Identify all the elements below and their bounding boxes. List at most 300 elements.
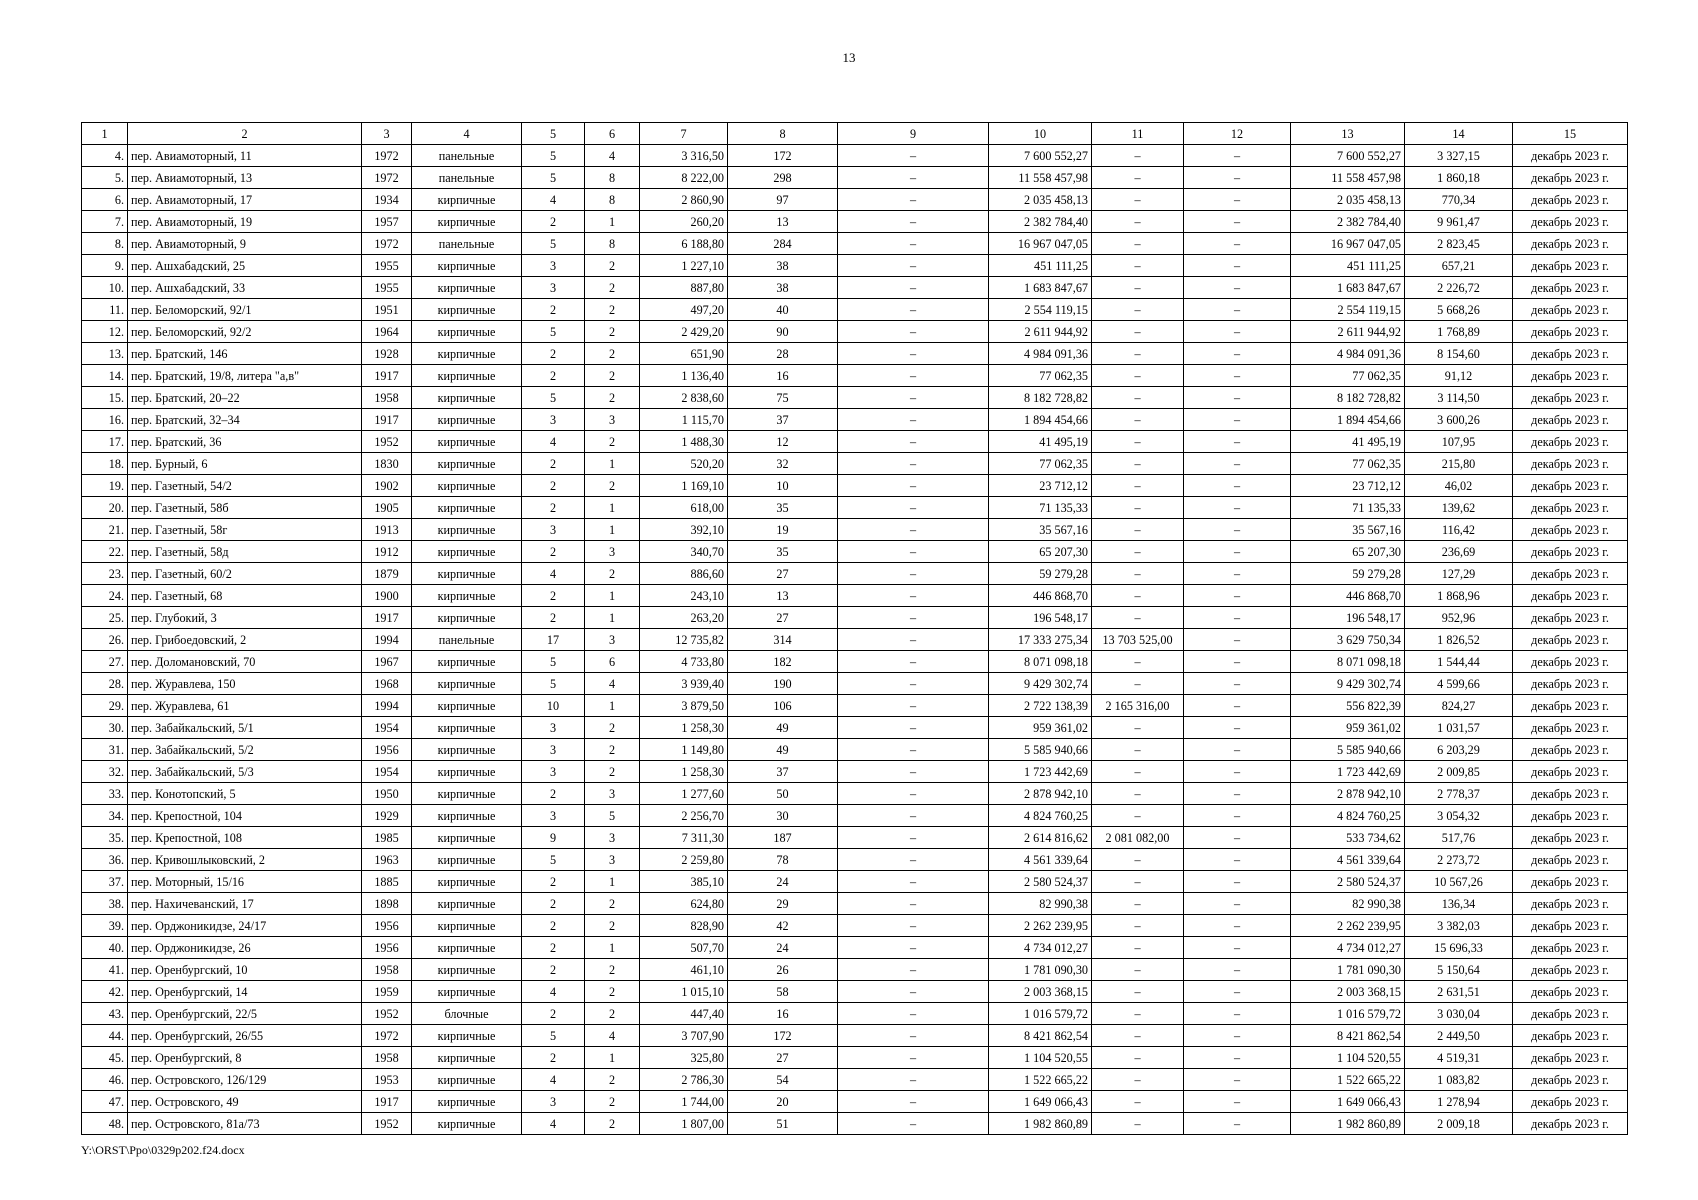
address-cell: пер. Орджоникидзе, 26 [128,937,362,959]
building-registry-table [81,122,1628,1135]
col-14-value-cell: 657,21 [1405,255,1513,277]
floors-cell: 2 [522,475,585,497]
table-row [82,211,1628,233]
floors-cell: 3 [522,739,585,761]
col-11-value-cell: – [1092,1047,1184,1069]
address-cell: пер. Конотопский, 5 [128,783,362,805]
col-9-value-cell: – [838,607,989,629]
table-row [82,189,1628,211]
residents-cell: 40 [728,299,838,321]
col-11-value-cell: – [1092,981,1184,1003]
address-cell: пер. Островского, 49 [128,1091,362,1113]
entrances-cell: 3 [585,849,640,871]
row-number-cell: 10. [82,277,128,299]
row-number-cell: 40. [82,937,128,959]
col-14-value-cell: 2 273,72 [1405,849,1513,871]
residents-cell: 49 [728,739,838,761]
col-13-value-cell: 23 712,12 [1291,475,1405,497]
residents-cell: 19 [728,519,838,541]
deadline-cell: декабрь 2023 г. [1513,1047,1628,1069]
wall-material-cell: кирпичные [412,695,522,717]
wall-material-cell: кирпичные [412,871,522,893]
entrances-cell: 2 [585,761,640,783]
row-number-cell: 32. [82,761,128,783]
row-number-cell: 29. [82,695,128,717]
col-12-value-cell: – [1184,717,1291,739]
table-row [82,299,1628,321]
col-13-value-cell: 1 781 090,30 [1291,959,1405,981]
col-11-value-cell: – [1092,211,1184,233]
year-built-cell: 1917 [362,607,412,629]
column-header-3: 3 [362,123,412,145]
year-built-cell: 1956 [362,739,412,761]
col-11-value-cell: – [1092,607,1184,629]
row-number-cell: 12. [82,321,128,343]
total-area-cell: 4 733,80 [640,651,728,673]
col-14-value-cell: 136,34 [1405,893,1513,915]
row-number-cell: 31. [82,739,128,761]
residents-cell: 12 [728,431,838,453]
col-14-value-cell: 1 868,96 [1405,585,1513,607]
col-10-value-cell: 5 585 940,66 [989,739,1092,761]
wall-material-cell: кирпичные [412,1025,522,1047]
col-13-value-cell: 2 003 368,15 [1291,981,1405,1003]
table-row [82,717,1628,739]
address-cell: пер. Крепостной, 104 [128,805,362,827]
col-14-value-cell: 770,34 [1405,189,1513,211]
col-13-value-cell: 446 868,70 [1291,585,1405,607]
col-9-value-cell: – [838,343,989,365]
deadline-cell: декабрь 2023 г. [1513,871,1628,893]
col-14-value-cell: 8 154,60 [1405,343,1513,365]
deadline-cell: декабрь 2023 г. [1513,739,1628,761]
table-row [82,497,1628,519]
entrances-cell: 2 [585,343,640,365]
wall-material-cell: кирпичные [412,585,522,607]
table-row [82,255,1628,277]
residents-cell: 78 [728,849,838,871]
table-row [82,651,1628,673]
address-cell: пер. Авиамоторный, 13 [128,167,362,189]
col-12-value-cell: – [1184,651,1291,673]
col-11-value-cell: – [1092,233,1184,255]
col-9-value-cell: – [838,563,989,585]
entrances-cell: 8 [585,233,640,255]
col-13-value-cell: 1 894 454,66 [1291,409,1405,431]
floors-cell: 5 [522,1025,585,1047]
deadline-cell: декабрь 2023 г. [1513,1003,1628,1025]
row-number-cell: 38. [82,893,128,915]
col-12-value-cell: – [1184,1091,1291,1113]
col-12-value-cell: – [1184,1047,1291,1069]
year-built-cell: 1956 [362,937,412,959]
col-10-value-cell: 23 712,12 [989,475,1092,497]
floors-cell: 10 [522,695,585,717]
table-row [82,739,1628,761]
col-9-value-cell: – [838,981,989,1003]
row-number-cell: 25. [82,607,128,629]
col-10-value-cell: 196 548,17 [989,607,1092,629]
col-14-value-cell: 139,62 [1405,497,1513,519]
address-cell: пер. Авиамоторный, 9 [128,233,362,255]
col-12-value-cell: – [1184,167,1291,189]
deadline-cell: декабрь 2023 г. [1513,519,1628,541]
deadline-cell: декабрь 2023 г. [1513,563,1628,585]
col-13-value-cell: 533 734,62 [1291,827,1405,849]
col-9-value-cell: – [838,871,989,893]
floors-cell: 2 [522,783,585,805]
address-cell: пер. Оренбургский, 26/55 [128,1025,362,1047]
deadline-cell: декабрь 2023 г. [1513,167,1628,189]
floors-cell: 17 [522,629,585,651]
col-11-value-cell: – [1092,673,1184,695]
floors-cell: 5 [522,673,585,695]
entrances-cell: 2 [585,475,640,497]
wall-material-cell: кирпичные [412,783,522,805]
deadline-cell: декабрь 2023 г. [1513,673,1628,695]
col-12-value-cell: – [1184,189,1291,211]
deadline-cell: декабрь 2023 г. [1513,1025,1628,1047]
wall-material-cell: кирпичные [412,893,522,915]
col-14-value-cell: 1 544,44 [1405,651,1513,673]
year-built-cell: 1929 [362,805,412,827]
column-header-4: 4 [412,123,522,145]
table-row [82,343,1628,365]
floors-cell: 4 [522,563,585,585]
address-cell: пер. Моторный, 15/16 [128,871,362,893]
col-14-value-cell: 5 150,64 [1405,959,1513,981]
floors-cell: 5 [522,321,585,343]
col-11-value-cell: – [1092,299,1184,321]
deadline-cell: декабрь 2023 г. [1513,695,1628,717]
header-row [82,123,1628,145]
col-14-value-cell: 2 631,51 [1405,981,1513,1003]
year-built-cell: 1972 [362,167,412,189]
row-number-cell: 27. [82,651,128,673]
floors-cell: 2 [522,1047,585,1069]
wall-material-cell: кирпичные [412,805,522,827]
table-row [82,893,1628,915]
address-cell: пер. Оренбургский, 22/5 [128,1003,362,1025]
col-12-value-cell: – [1184,607,1291,629]
deadline-cell: декабрь 2023 г. [1513,211,1628,233]
col-14-value-cell: 2 226,72 [1405,277,1513,299]
col-10-value-cell: 4 824 760,25 [989,805,1092,827]
wall-material-cell: кирпичные [412,431,522,453]
total-area-cell: 1 227,10 [640,255,728,277]
address-cell: пер. Оренбургский, 14 [128,981,362,1003]
deadline-cell: декабрь 2023 г. [1513,585,1628,607]
col-14-value-cell: 1 278,94 [1405,1091,1513,1113]
col-9-value-cell: – [838,673,989,695]
col-11-value-cell: – [1092,387,1184,409]
col-9-value-cell: – [838,277,989,299]
entrances-cell: 1 [585,937,640,959]
total-area-cell: 392,10 [640,519,728,541]
year-built-cell: 1951 [362,299,412,321]
year-built-cell: 1902 [362,475,412,497]
total-area-cell: 2 429,20 [640,321,728,343]
wall-material-cell: кирпичные [412,959,522,981]
address-cell: пер. Грибоедовский, 2 [128,629,362,651]
col-14-value-cell: 3 114,50 [1405,387,1513,409]
entrances-cell: 2 [585,1003,640,1025]
address-cell: пер. Газетный, 60/2 [128,563,362,585]
col-11-value-cell: 2 165 316,00 [1092,695,1184,717]
col-12-value-cell: – [1184,871,1291,893]
col-13-value-cell: 16 967 047,05 [1291,233,1405,255]
year-built-cell: 1959 [362,981,412,1003]
col-12-value-cell: – [1184,431,1291,453]
total-area-cell: 651,90 [640,343,728,365]
residents-cell: 106 [728,695,838,717]
col-13-value-cell: 82 990,38 [1291,893,1405,915]
entrances-cell: 8 [585,167,640,189]
entrances-cell: 1 [585,519,640,541]
table-body [82,145,1628,1135]
deadline-cell: декабрь 2023 г. [1513,1113,1628,1135]
floors-cell: 5 [522,145,585,167]
row-number-cell: 30. [82,717,128,739]
deadline-cell: декабрь 2023 г. [1513,959,1628,981]
deadline-cell: декабрь 2023 г. [1513,827,1628,849]
floors-cell: 2 [522,343,585,365]
col-11-value-cell: – [1092,167,1184,189]
col-12-value-cell: – [1184,409,1291,431]
col-11-value-cell: – [1092,761,1184,783]
address-cell: пер. Забайкальский, 5/3 [128,761,362,783]
address-cell: пер. Журавлева, 150 [128,673,362,695]
residents-cell: 284 [728,233,838,255]
col-11-value-cell: – [1092,541,1184,563]
col-12-value-cell: – [1184,387,1291,409]
entrances-cell: 1 [585,871,640,893]
column-header-9: 9 [838,123,989,145]
column-header-10: 10 [989,123,1092,145]
col-14-value-cell: 3 600,26 [1405,409,1513,431]
wall-material-cell: панельные [412,629,522,651]
row-number-cell: 16. [82,409,128,431]
column-header-8: 8 [728,123,838,145]
col-9-value-cell: – [838,629,989,651]
floors-cell: 9 [522,827,585,849]
col-10-value-cell: 65 207,30 [989,541,1092,563]
col-11-value-cell: 2 081 082,00 [1092,827,1184,849]
col-9-value-cell: – [838,1003,989,1025]
year-built-cell: 1958 [362,1047,412,1069]
col-12-value-cell: – [1184,145,1291,167]
col-12-value-cell: – [1184,343,1291,365]
deadline-cell: декабрь 2023 г. [1513,321,1628,343]
col-13-value-cell: 1 649 066,43 [1291,1091,1405,1113]
year-built-cell: 1958 [362,387,412,409]
page-number: 13 [842,50,856,65]
deadline-cell: декабрь 2023 г. [1513,981,1628,1003]
col-9-value-cell: – [838,849,989,871]
column-header-5: 5 [522,123,585,145]
entrances-cell: 2 [585,915,640,937]
col-9-value-cell: – [838,167,989,189]
address-cell: пер. Островского, 81а/73 [128,1113,362,1135]
entrances-cell: 1 [585,695,640,717]
table-row [82,805,1628,827]
year-built-cell: 1985 [362,827,412,849]
floors-cell: 2 [522,607,585,629]
col-10-value-cell: 59 279,28 [989,563,1092,585]
col-12-value-cell: – [1184,255,1291,277]
col-14-value-cell: 1 768,89 [1405,321,1513,343]
col-10-value-cell: 16 967 047,05 [989,233,1092,255]
col-11-value-cell: – [1092,893,1184,915]
address-cell: пер. Забайкальский, 5/1 [128,717,362,739]
row-number-cell: 5. [82,167,128,189]
col-13-value-cell: 196 548,17 [1291,607,1405,629]
col-10-value-cell: 446 868,70 [989,585,1092,607]
col-11-value-cell: – [1092,145,1184,167]
residents-cell: 35 [728,497,838,519]
row-number-cell: 15. [82,387,128,409]
floors-cell: 4 [522,981,585,1003]
col-9-value-cell: – [838,717,989,739]
col-9-value-cell: – [838,1113,989,1135]
col-11-value-cell: – [1092,959,1184,981]
col-12-value-cell: – [1184,585,1291,607]
address-cell: пер. Братский, 36 [128,431,362,453]
column-header-15: 15 [1513,123,1628,145]
entrances-cell: 2 [585,1113,640,1135]
total-area-cell: 385,10 [640,871,728,893]
col-14-value-cell: 517,76 [1405,827,1513,849]
wall-material-cell: кирпичные [412,1069,522,1091]
floors-cell: 5 [522,387,585,409]
deadline-cell: декабрь 2023 г. [1513,453,1628,475]
total-area-cell: 520,20 [640,453,728,475]
col-12-value-cell: – [1184,937,1291,959]
wall-material-cell: кирпичные [412,1091,522,1113]
table-row [82,695,1628,717]
wall-material-cell: кирпичные [412,519,522,541]
wall-material-cell: кирпичные [412,189,522,211]
wall-material-cell: кирпичные [412,673,522,695]
col-11-value-cell: – [1092,1069,1184,1091]
year-built-cell: 1928 [362,343,412,365]
column-header-2: 2 [128,123,362,145]
table-row [82,145,1628,167]
total-area-cell: 461,10 [640,959,728,981]
col-12-value-cell: – [1184,563,1291,585]
floors-cell: 2 [522,299,585,321]
residents-cell: 75 [728,387,838,409]
year-built-cell: 1994 [362,629,412,651]
floors-cell: 2 [522,1003,585,1025]
deadline-cell: декабрь 2023 г. [1513,783,1628,805]
wall-material-cell: кирпичные [412,827,522,849]
table-row [82,541,1628,563]
col-10-value-cell: 1 016 579,72 [989,1003,1092,1025]
col-10-value-cell: 2 580 524,37 [989,871,1092,893]
col-14-value-cell: 6 203,29 [1405,739,1513,761]
col-12-value-cell: – [1184,893,1291,915]
wall-material-cell: панельные [412,233,522,255]
wall-material-cell: кирпичные [412,497,522,519]
col-11-value-cell: – [1092,1003,1184,1025]
wall-material-cell: кирпичные [412,761,522,783]
residents-cell: 27 [728,607,838,629]
row-number-cell: 34. [82,805,128,827]
table-row [82,1003,1628,1025]
year-built-cell: 1958 [362,959,412,981]
deadline-cell: декабрь 2023 г. [1513,937,1628,959]
residents-cell: 172 [728,1025,838,1047]
col-14-value-cell: 2 823,45 [1405,233,1513,255]
col-14-value-cell: 4 599,66 [1405,673,1513,695]
address-cell: пер. Беломорский, 92/1 [128,299,362,321]
col-9-value-cell: – [838,255,989,277]
col-9-value-cell: – [838,453,989,475]
col-14-value-cell: 4 519,31 [1405,1047,1513,1069]
address-cell: пер. Островского, 126/129 [128,1069,362,1091]
col-9-value-cell: – [838,365,989,387]
col-12-value-cell: – [1184,497,1291,519]
col-14-value-cell: 2 009,18 [1405,1113,1513,1135]
col-11-value-cell: – [1092,475,1184,497]
address-cell: пер. Братский, 20–22 [128,387,362,409]
wall-material-cell: кирпичные [412,1113,522,1135]
residents-cell: 27 [728,1047,838,1069]
total-area-cell: 1 149,80 [640,739,728,761]
col-9-value-cell: – [838,585,989,607]
col-13-value-cell: 3 629 750,34 [1291,629,1405,651]
address-cell: пер. Ашхабадский, 33 [128,277,362,299]
col-10-value-cell: 9 429 302,74 [989,673,1092,695]
total-area-cell: 3 939,40 [640,673,728,695]
total-area-cell: 1 115,70 [640,409,728,431]
col-11-value-cell: – [1092,431,1184,453]
col-13-value-cell: 2 035 458,13 [1291,189,1405,211]
col-12-value-cell: – [1184,783,1291,805]
residents-cell: 16 [728,365,838,387]
address-cell: пер. Оренбургский, 8 [128,1047,362,1069]
col-9-value-cell: – [838,541,989,563]
entrances-cell: 2 [585,893,640,915]
col-13-value-cell: 1 104 520,55 [1291,1047,1405,1069]
col-13-value-cell: 41 495,19 [1291,431,1405,453]
total-area-cell: 2 786,30 [640,1069,728,1091]
wall-material-cell: кирпичные [412,277,522,299]
col-10-value-cell: 2 878 942,10 [989,783,1092,805]
col-9-value-cell: – [838,1025,989,1047]
col-10-value-cell: 2 382 784,40 [989,211,1092,233]
col-9-value-cell: – [838,299,989,321]
col-10-value-cell: 2 722 138,39 [989,695,1092,717]
col-10-value-cell: 77 062,35 [989,365,1092,387]
table-row [82,1025,1628,1047]
residents-cell: 13 [728,585,838,607]
total-area-cell: 1 258,30 [640,717,728,739]
entrances-cell: 1 [585,607,640,629]
total-area-cell: 447,40 [640,1003,728,1025]
residents-cell: 187 [728,827,838,849]
col-11-value-cell: – [1092,409,1184,431]
total-area-cell: 887,80 [640,277,728,299]
year-built-cell: 1953 [362,1069,412,1091]
col-14-value-cell: 3 030,04 [1405,1003,1513,1025]
deadline-cell: декабрь 2023 г. [1513,343,1628,365]
deadline-cell: декабрь 2023 г. [1513,849,1628,871]
floors-cell: 3 [522,409,585,431]
table-row [82,1113,1628,1135]
row-number-cell: 47. [82,1091,128,1113]
